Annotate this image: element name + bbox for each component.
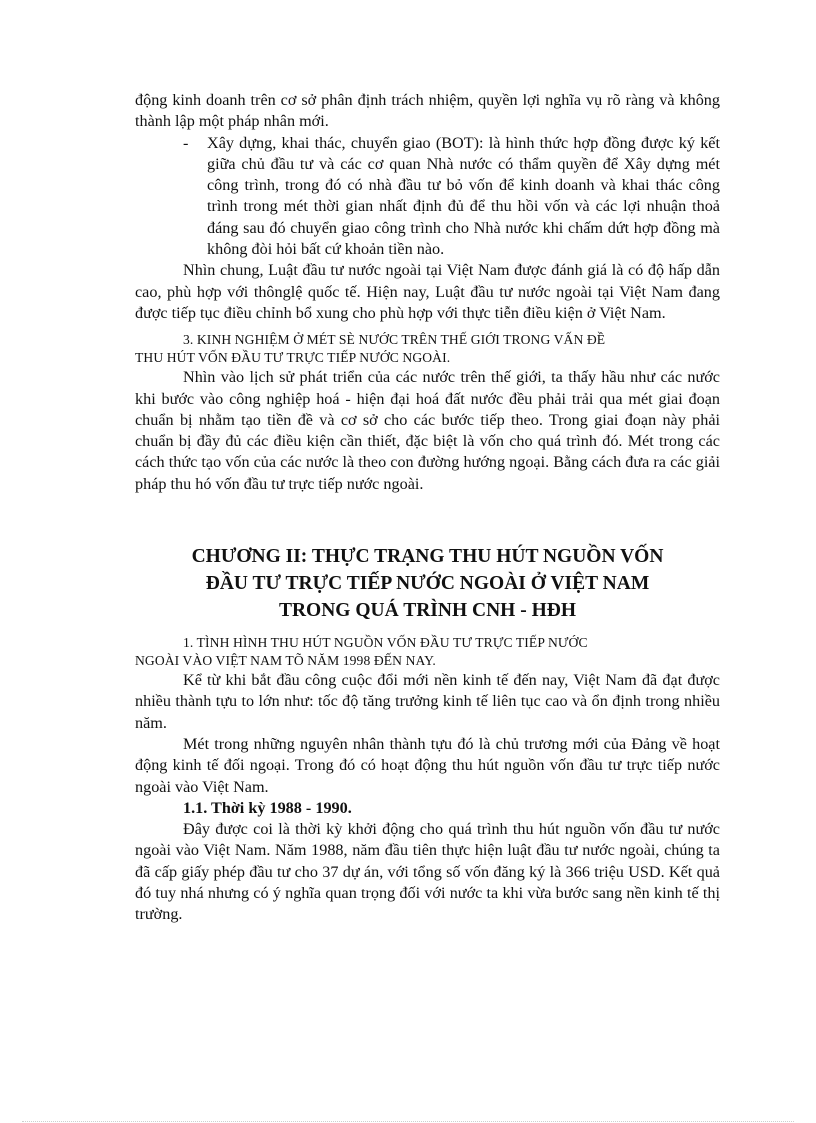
bullet-dash: - bbox=[183, 133, 189, 152]
section-heading-3 bbox=[135, 331, 720, 367]
paragraph-period-1988: Đây được coi là thời kỳ khởi động cho quá trình thu hút nguồn vốn đầu tư nước ngoài vào Việt Nam. Năm 1988, năm đầu tiên thực hiện luật đầu tư nước ngoài, chúng ta đã cấp giấy phép đầu tư cho 37 dự án, với tổng số vốn đăng ký là 366 triệu USD. Kết quả đó tuy nhá nhưng có ý nghĩa quan trọng đối với nước ta khi vừa bước sang nền kinh tế thị trường. bbox=[135, 820, 720, 924]
page-bottom-rule bbox=[22, 1121, 794, 1122]
section-heading-1 bbox=[135, 634, 720, 670]
bullet-bot bbox=[183, 133, 720, 261]
paragraph-achievements: Kể từ khi bắt đầu công cuộc đổi mới nền kinh tế đến nay, Việt Nam đã đạt được nhiều thành tựu to lớn như: tốc độ tăng trưởng kinh tế liên tục cao và ổn định trong nhiều năm. bbox=[135, 671, 720, 732]
section-heading-1-line2: NGOÀI VÀO VIỆT NAM TÕ NĂM 1998 ĐẾN NAY. bbox=[135, 653, 436, 669]
subsection-heading-1-1: 1.1. Thời kỳ 1988 - 1990. bbox=[183, 798, 352, 817]
chapter-title bbox=[135, 543, 720, 624]
paragraph-experience: Nhìn vào lịch sử phát triển của các nước trên thế giới, ta thấy hầu như các nước khi bước vào công nghiệp hoá - hiện đại hoá đất nước đều phải trải qua mét giai đoạn chuẩn bị nhằm tạo tiền đề và cơ sở cho các bước tiếp theo. Trong giai đoạn này phải chuẩn bị đầy đủ các điều kiện cần thiết, đặc biệt là vốn cho quá trình đó. Mét trong các cách thức tạo vốn của các nước là theo con đường hướng ngoại. Bằng cách đưa ra các giải pháp thu hó vốn đầu tư trực tiếp nước ngoài. bbox=[135, 368, 720, 493]
section-heading-3-line1: 3. KINH NGHIỆM Ở MÉT SÈ NƯỚC TRÊN THẾ GIỚI TRONG VẤN ĐỀ bbox=[183, 332, 606, 348]
bullet-bot-text: Xây dựng, khai thác, chuyển giao (BOT): là hình thức hợp đồng được ký kết giữa chủ đầu tư và các cơ quan Nhà nước có thẩm quyền để Xây dựng mét công trình, trong đó có nhà đầu tư bỏ vốn để kinh doanh và khai thác công trình trong mét thời gian nhất định đủ để thu hồi vốn và các lợi nhuận thoả đáng sau đó chuyển giao công trình cho Nhà nước khi chấm dứt hợp đồng mà không đòi hỏi bất cứ khoản tiền nào. bbox=[207, 133, 720, 259]
section-heading-1-line1: 1. TÌNH HÌNH THU HÚT NGUỒN VỐN ĐẦU TƯ TRỰC TIẾP NƯỚC bbox=[183, 635, 588, 651]
chapter-title-line3: TRONG QUÁ TRÌNH CNH - HĐH bbox=[278, 600, 577, 622]
paragraph-intro: động kinh doanh trên cơ sở phân định trách nhiệm, quyền lợi nghĩa vụ rõ ràng và không thành lập một pháp nhân mới. bbox=[135, 91, 720, 131]
chapter-title-line2: ĐẦU TƯ TRỰC TIẾP NƯỚC NGOÀI Ở VIỆT NAM bbox=[205, 573, 650, 595]
paragraph-causes: Mét trong những nguyên nhân thành tựu đó là chủ trương mới của Đảng về hoạt động kinh tế đối ngoại. Trong đó có hoạt động thu hút nguồn vốn đầu tư trực tiếp nước ngoài vào Việt Nam. bbox=[135, 734, 720, 796]
section-heading-3-line2: THU HÚT VỐN ĐẦU TƯ TRỰC TIẾP NƯỚC NGOÀI. bbox=[135, 350, 451, 366]
paragraph-summary: Nhìn chung, Luật đầu tư nước ngoài tại Việt Nam được đánh giá là có độ hấp dẫn cao, phù hợp với thônglệ quốc tế. Hiện nay, Luật đầu tư nước ngoài tại Việt Nam đang được tiếp tục điều chỉnh bổ xung cho phù hợp với thực tiễn điều kiện ở Việt Nam. bbox=[135, 261, 720, 322]
chapter-title-line1: CHƯƠNG II: THỰC TRẠNG THU HÚT NGUỒN VỐN bbox=[191, 546, 664, 568]
document-body bbox=[135, 90, 720, 926]
